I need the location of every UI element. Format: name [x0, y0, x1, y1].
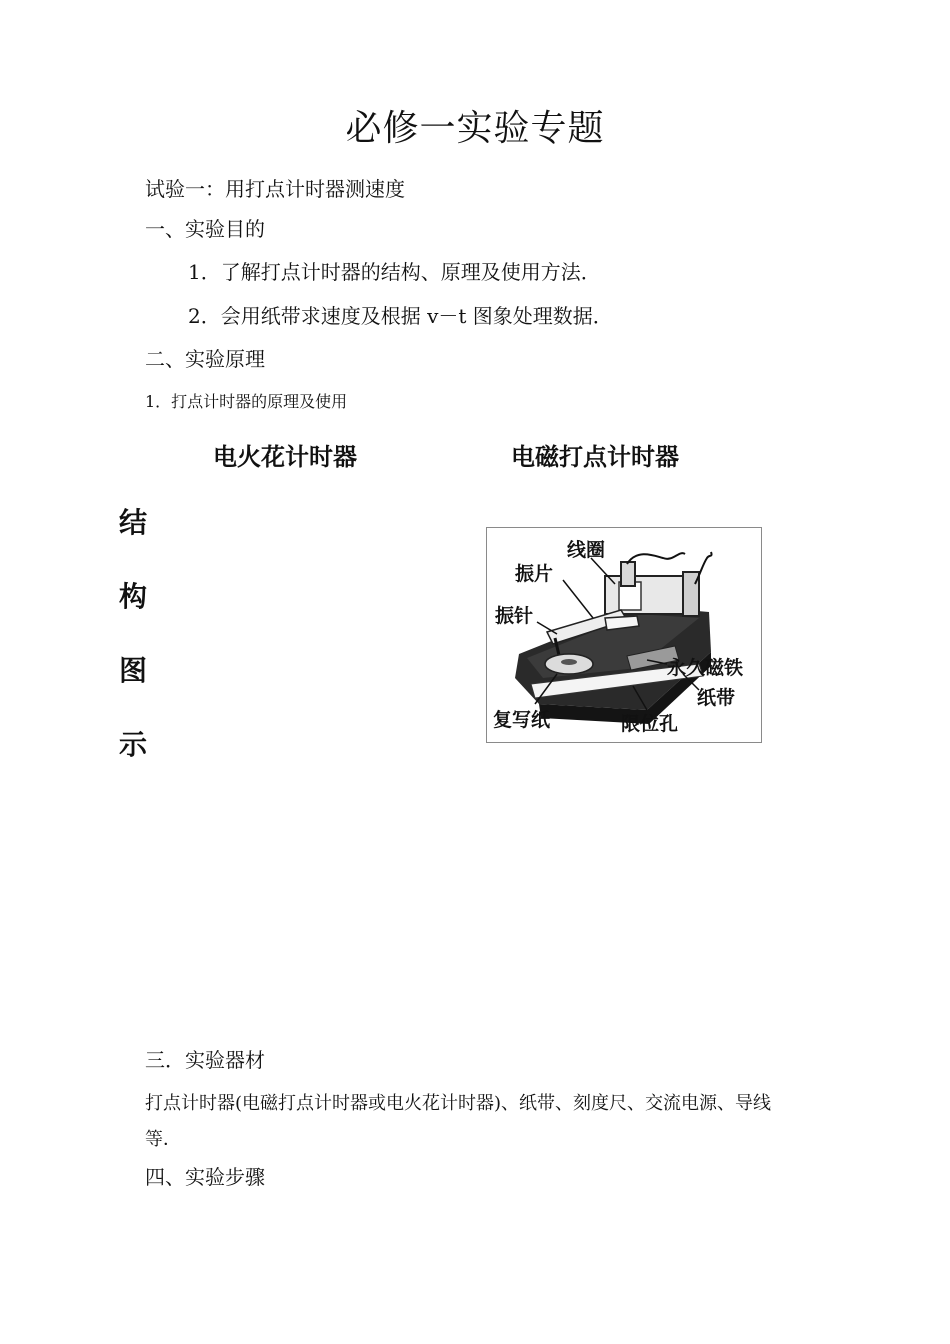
label-vibrating-needle: 振针	[495, 605, 534, 627]
label-paper-tape: 纸带	[697, 687, 736, 709]
objective-item-1: 1．了解打点计时器的结构、原理及使用方法．	[188, 260, 601, 284]
section-4-heading: 四、实验步骤	[145, 1165, 265, 1189]
electromagnetic-timer-figure	[486, 527, 762, 743]
coil-body	[605, 576, 683, 614]
principle-subheading: 1．打点计时器的原理及使用	[145, 392, 348, 411]
section-1-heading: 一、实验目的	[145, 217, 265, 241]
electromagnetic-timer-header: 电磁打点计时器	[511, 443, 679, 471]
objective-item-2: 2．会用纸带求速度及根据 v－t 图象处理数据．	[188, 304, 613, 328]
experiment-heading: 试验一：用打点计时器测速度	[145, 177, 405, 201]
label-coil: 线圈	[567, 539, 606, 561]
wire-2	[695, 552, 712, 584]
label-limit-hole: 限位孔	[621, 713, 679, 735]
spark-timer-header: 电火花计时器	[213, 443, 357, 471]
row-label-char-1: 结	[119, 506, 148, 539]
timer-illustration	[487, 528, 761, 742]
terminal-post	[621, 562, 635, 586]
row-label-char-2: 构	[119, 580, 148, 613]
label-carbon-paper: 复写纸	[493, 709, 551, 731]
leader-coil	[591, 558, 615, 584]
document-title: 必修一实验专题	[345, 108, 605, 149]
label-vibrating-plate: 振片	[515, 563, 554, 585]
equipment-list-line-1: 打点计时器(电磁打点计时器或电火花计时器)、纸带、刻度尺、交流电源、导线	[145, 1093, 772, 1114]
label-permanent-magnet: 永久磁铁	[667, 657, 744, 679]
section-3-heading: 三．实验器材	[145, 1048, 265, 1072]
leader-plate	[563, 580, 593, 618]
row-label-char-4: 示	[119, 728, 148, 761]
row-label-char-3: 图	[119, 654, 148, 687]
carbon-disc-center	[561, 659, 577, 665]
equipment-list-line-2: 等．	[145, 1129, 181, 1150]
section-2-heading: 二、实验原理	[145, 347, 265, 371]
